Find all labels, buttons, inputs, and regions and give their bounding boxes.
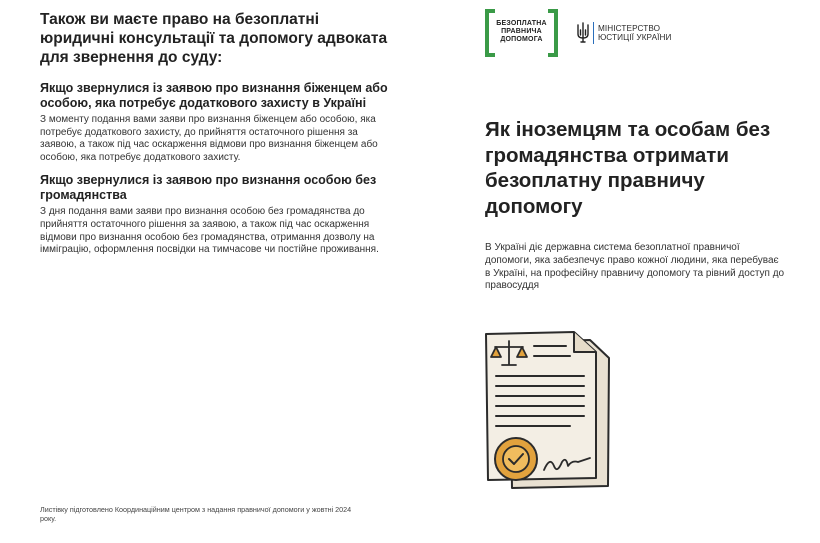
section-body-stateless: З дня подання вами заяви про визнання особою без громадянства до прийняття остаточного рішення за заявою, а також під час оскарження відмови про визнання особою без громадянства, отримання дозволу на імміграцію, оформлення посвідки на тимчасове чи постійне проживання. [40,206,379,256]
ministry-line-2: ЮСТИЦІЇ УКРАЇНИ [598,33,672,42]
leaflet-title: Як іноземцям та особам без громадянства отримати безоплатну правничу допомогу [485,118,771,218]
logos [485,8,672,58]
seal-icon [495,438,537,480]
left-column [40,10,390,257]
ministry-of-justice-logo [576,22,672,44]
ministry-text [598,24,672,43]
footnote: Листівку підготовлено Координаційним центром з надання правничої допомоги у жовтні 2024 року. [40,505,352,523]
logo-right-bracket [548,9,558,57]
logo-left-bracket [485,9,495,57]
section-body-refugee: З моменту подання вами заяви про визнання біженцем або особою, яка потребує додаткового захисту, до прийняття остаточного рішення за заявою, а також під час оскарження відмови про визнання біженцем або особою, яка потребує додаткового захисту. [40,114,378,163]
logo-text [495,20,548,44]
section-title-stateless: Якщо звернулися із заявою про визнання особою без громадянства [40,173,377,203]
free-legal-aid-logo [485,9,558,57]
ministry-line-1: МІНІСТЕРСТВО [598,23,661,33]
ministry-divider [593,22,594,44]
section-title-refugee: Якщо звернулися із заявою про визнання біженцем або особою, яка потребує додаткового захисту в Україні [40,81,388,110]
leaflet-description: В Україні діє державна система безоплатної правничої допомоги, яка забезпечує право кожної людини, яка перебуває в Україні, на професійну правничу допомогу та рівний доступ до правосуддя [485,242,785,292]
legal-document-icon [478,328,618,493]
main-heading: Також ви маєте право на безоплатні юридичні консультації та допомогу адвоката для звернення до суду: [40,11,388,66]
logo-line-2: ПРАВНИЧА [501,28,542,35]
trident-icon [576,22,590,44]
logo-line-3: ДОПОМОГА [500,36,543,43]
logo-line-1: БЕЗОПЛАТНА [496,20,547,27]
